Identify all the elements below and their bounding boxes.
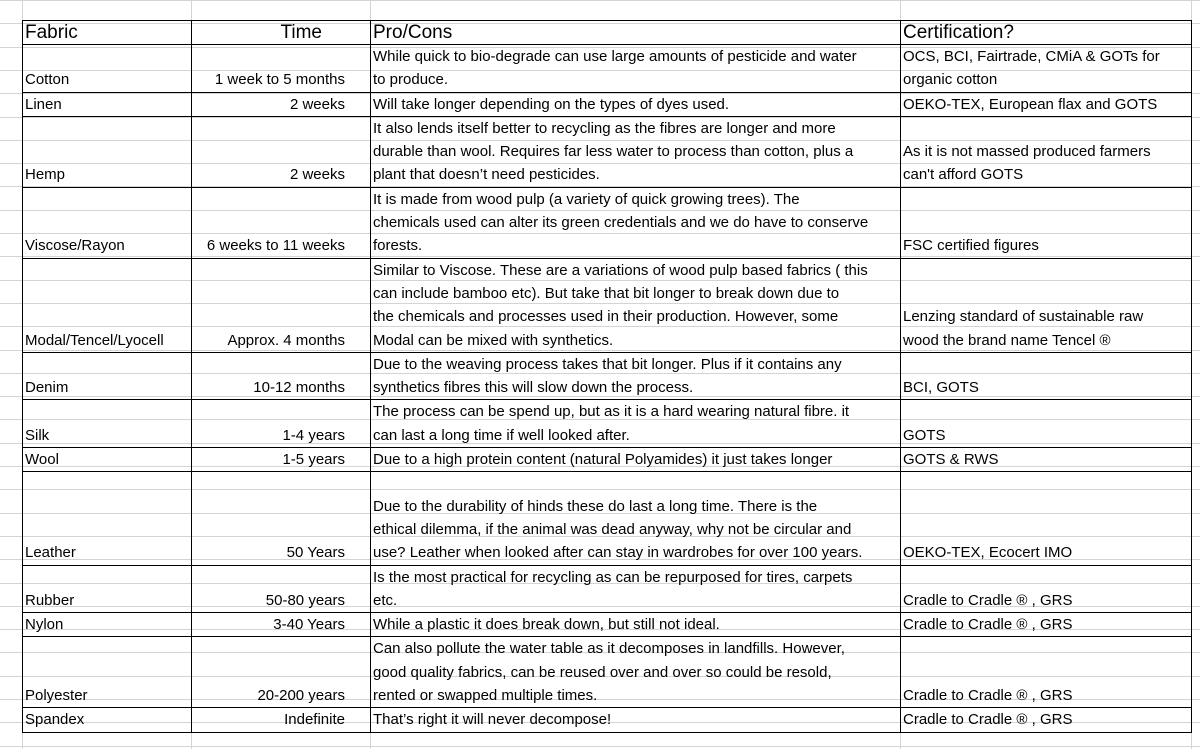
fabric-table <box>22 20 1192 733</box>
cell-fabric[interactable]: Viscose/Rayon <box>23 187 192 258</box>
pros-cons-line: can last a long time if well looked after. <box>373 426 630 444</box>
cell-certification[interactable] <box>901 472 1192 565</box>
cell-fabric[interactable]: Linen <box>23 92 192 116</box>
cell-pros-cons[interactable] <box>371 400 901 448</box>
table-row <box>23 613 1192 637</box>
cell-time[interactable]: 2 weeks <box>192 92 371 116</box>
cell-fabric[interactable]: Polyester <box>23 637 192 708</box>
pros-cons-line: rented or swapped multiple times. <box>373 687 598 705</box>
cell-certification[interactable] <box>901 565 1192 613</box>
cell-fabric[interactable]: Cotton <box>23 45 192 93</box>
cell-time[interactable]: 2 weeks <box>192 116 371 187</box>
certification-line: Lenzing standard of sustainable raw <box>903 308 1144 326</box>
pros-cons-line: The process can be spend up, but as it is a hard wearing natural fibre. it <box>373 403 850 421</box>
cell-fabric[interactable]: Rubber <box>23 565 192 613</box>
cell-fabric[interactable]: Spandex <box>23 708 192 732</box>
cell-pros-cons[interactable] <box>371 45 901 93</box>
certification-line: FSC certified figures <box>903 237 1039 255</box>
pros-cons-line: ethical dilemma, if the animal was dead anyway, why not be circular and <box>373 520 852 538</box>
pros-cons-line: Can also pollute the water table as it decomposes in landfills. However, <box>373 640 845 658</box>
cell-pros-cons[interactable] <box>371 258 901 352</box>
pros-cons-line: to produce. <box>373 71 449 89</box>
cell-pros-cons[interactable] <box>371 448 901 472</box>
cell-certification[interactable] <box>901 187 1192 258</box>
cell-pros-cons[interactable] <box>371 565 901 613</box>
pros-cons-line: the chemicals and processes used in their production. However, some <box>373 308 839 326</box>
pros-cons-line: Is the most practical for recycling as can be repurposed for tires, carpets <box>373 568 853 586</box>
cell-time[interactable]: 1-4 years <box>192 400 371 448</box>
cell-pros-cons[interactable] <box>371 352 901 400</box>
certification-line: Cradle to Cradle ® , GRS <box>903 591 1073 609</box>
pros-cons-line: Will take longer depending on the types of dyes used. <box>373 95 730 113</box>
cell-fabric[interactable]: Nylon <box>23 613 192 637</box>
certification-line: OEKO-TEX, European flax and GOTS <box>903 95 1158 113</box>
cell-pros-cons[interactable] <box>371 613 901 637</box>
certification-line: OEKO-TEX, Ecocert IMO <box>903 544 1073 562</box>
pros-cons-line: plant that doesn’t need pesticides. <box>373 166 600 184</box>
certification-line: organic cotton <box>903 71 998 89</box>
cell-time[interactable]: 6 weeks to 11 weeks <box>192 187 371 258</box>
cell-pros-cons[interactable] <box>371 472 901 565</box>
header-row <box>23 21 1192 45</box>
header-certification[interactable]: Certification? <box>901 21 1192 45</box>
cell-time[interactable]: Indefinite <box>192 708 371 732</box>
pros-cons-line: durable than wool. Requires far less water to process than cotton, plus a <box>373 143 854 161</box>
cell-time[interactable]: 1-5 years <box>192 448 371 472</box>
cell-certification[interactable] <box>901 448 1192 472</box>
table-row <box>23 45 1192 93</box>
certification-line: Cradle to Cradle ® , GRS <box>903 687 1073 705</box>
cell-time[interactable]: 50 Years <box>192 472 371 565</box>
table-row <box>23 708 1192 732</box>
gridline-horizontal <box>0 0 1200 1</box>
cell-pros-cons[interactable] <box>371 637 901 708</box>
table-row <box>23 448 1192 472</box>
table-row <box>23 116 1192 187</box>
certification-line: OCS, BCI, Fairtrade, CMiA & GOTs for <box>903 48 1160 65</box>
cell-time[interactable]: 3-40 Years <box>192 613 371 637</box>
pros-cons-line: synthetics fibres this will slow down the process. <box>373 379 694 397</box>
cell-certification[interactable] <box>901 613 1192 637</box>
pros-cons-line: use? Leather when looked after can stay in wardrobes for over 100 years. <box>373 544 863 562</box>
cell-certification[interactable] <box>901 92 1192 116</box>
cell-certification[interactable] <box>901 400 1192 448</box>
pros-cons-line: chemicals used can alter its green credentials and we do have to conserve <box>373 214 869 232</box>
cell-fabric[interactable]: Wool <box>23 448 192 472</box>
certification-line: GOTS <box>903 426 946 444</box>
table-row <box>23 352 1192 400</box>
pros-cons-line: Similar to Viscose. These are a variations of wood pulp based fabrics ( this <box>373 261 868 279</box>
cell-certification[interactable] <box>901 258 1192 352</box>
certification-line: GOTS & RWS <box>903 451 999 469</box>
pros-cons-line: That’s right it will never decompose! <box>373 711 612 729</box>
table-row <box>23 472 1192 565</box>
table-row <box>23 187 1192 258</box>
certification-line: BCI, GOTS <box>903 379 979 397</box>
cell-certification[interactable] <box>901 45 1192 93</box>
pros-cons-line: forests. <box>373 237 423 255</box>
cell-time[interactable]: 10-12 months <box>192 352 371 400</box>
cell-fabric[interactable]: Leather <box>23 472 192 565</box>
cell-certification[interactable] <box>901 708 1192 732</box>
cell-certification[interactable] <box>901 352 1192 400</box>
gridline-horizontal <box>0 746 1200 747</box>
cell-fabric[interactable]: Modal/Tencel/Lyocell <box>23 258 192 352</box>
cell-fabric[interactable]: Denim <box>23 352 192 400</box>
cell-fabric[interactable]: Silk <box>23 400 192 448</box>
cell-pros-cons[interactable] <box>371 116 901 187</box>
cell-time[interactable]: 50-80 years <box>192 565 371 613</box>
pros-cons-line: Due to the durability of hinds these do last a long time. There is the <box>373 497 818 515</box>
certification-line: can't afford GOTS <box>903 166 1024 184</box>
certification-line: wood the brand name Tencel ® <box>903 331 1111 349</box>
cell-time[interactable]: 1 week to 5 months <box>192 45 371 93</box>
pros-cons-line: It also lends itself better to recycling as the fibres are longer and more <box>373 119 836 137</box>
pros-cons-line: Due to the weaving process takes that bit longer. Plus if it contains any <box>373 355 842 373</box>
pros-cons-line: can include bamboo etc). But take that bit longer to break down due to <box>373 284 840 302</box>
pros-cons-line: good quality fabrics, can be reused over and over so could be resold, <box>373 663 832 681</box>
cell-certification[interactable] <box>901 637 1192 708</box>
certification-line: Cradle to Cradle ® , GRS <box>903 711 1073 729</box>
pros-cons-line: etc. <box>373 591 398 609</box>
header-pros[interactable]: Pro/Cons <box>371 21 901 45</box>
table-row <box>23 565 1192 613</box>
table-row <box>23 92 1192 116</box>
pros-cons-line: While a plastic it does break down, but still not ideal. <box>373 616 720 634</box>
pros-cons-line: Due to a high protein content (natural Polyamides) it just takes longer <box>373 451 833 469</box>
cell-time[interactable]: Approx. 4 months <box>192 258 371 352</box>
cell-certification[interactable] <box>901 116 1192 187</box>
cell-pros-cons[interactable] <box>371 187 901 258</box>
certification-line: As it is not massed produced farmers <box>903 143 1151 161</box>
header-fabric[interactable]: Fabric <box>23 21 192 45</box>
pros-cons-line: It is made from wood pulp (a variety of quick growing trees). The <box>373 190 800 208</box>
cell-time[interactable]: 20-200 years <box>192 637 371 708</box>
table-row <box>23 400 1192 448</box>
table-row <box>23 258 1192 352</box>
cell-pros-cons[interactable] <box>371 92 901 116</box>
pros-cons-line: Modal can be mixed with synthetics. <box>373 331 614 349</box>
pros-cons-line: While quick to bio-degrade can use large amounts of pesticide and water <box>373 48 857 65</box>
cell-pros-cons[interactable] <box>371 708 901 732</box>
table-row <box>23 637 1192 708</box>
certification-line: Cradle to Cradle ® , GRS <box>903 616 1073 634</box>
header-time[interactable]: Time <box>192 21 371 45</box>
cell-fabric[interactable]: Hemp <box>23 116 192 187</box>
